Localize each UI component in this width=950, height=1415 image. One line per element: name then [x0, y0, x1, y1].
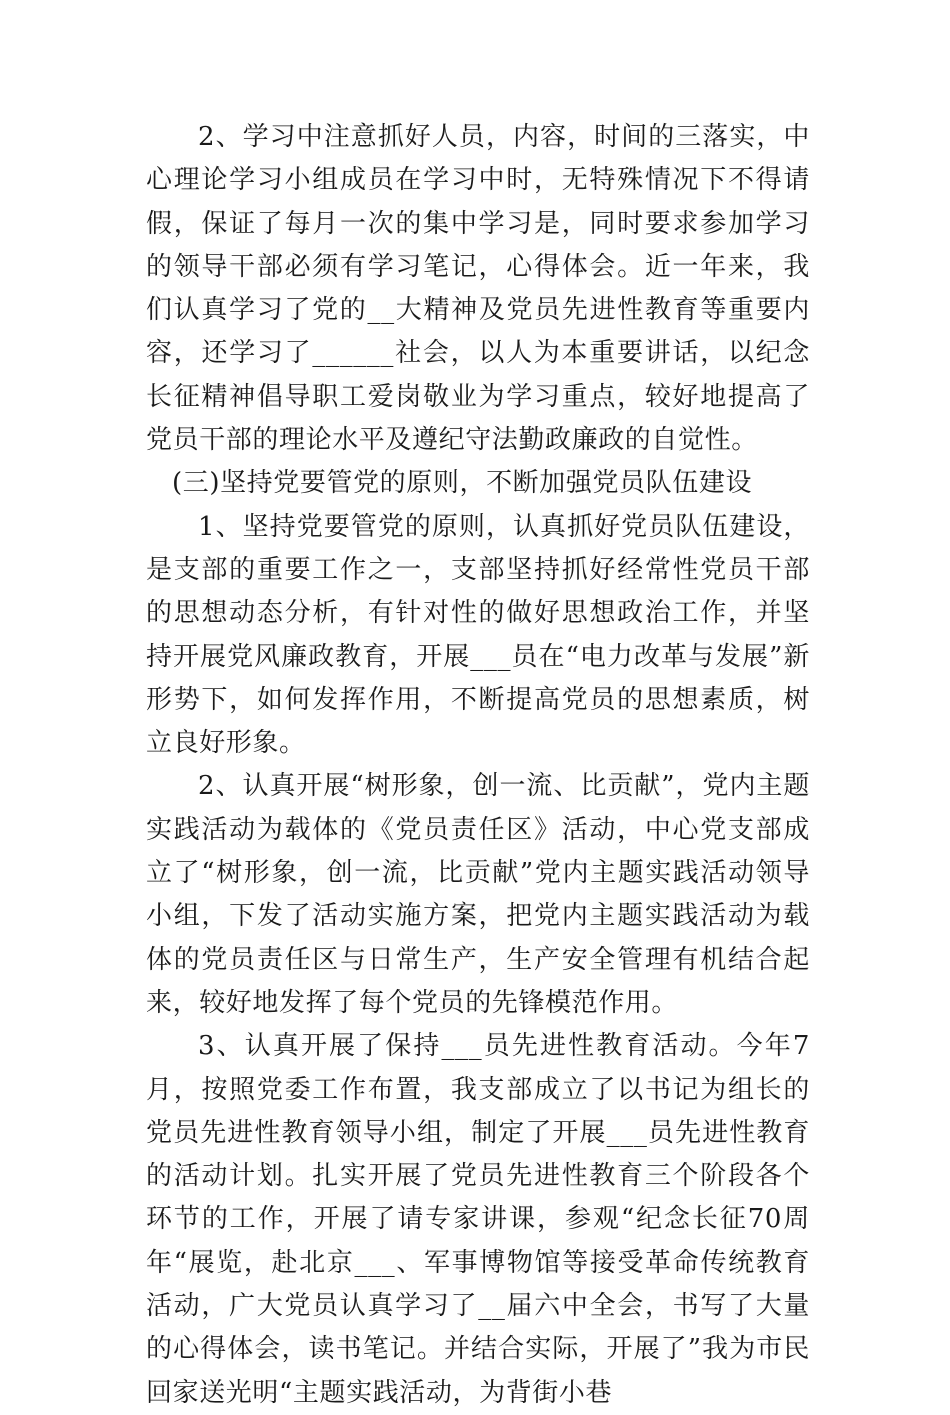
- paragraph-study-arrangements: 2、学习中注意抓好人员，内容，时间的三落实，中心理论学习小组成员在学习中时，无特殊情况下不得请假，保证了每月一次的集中学习是，同时要求参加学习的领导干部必须有学习笔记，心得体会。近一年来，我们认真学习了党的__大精神及党员先进性教育等重要内容，还学习了______社会，以人为本重要讲话，以纪念长征精神倡导职工爱岗敬业为学习重点，较好地提高了党员干部的理论水平及遵纪守法勤政廉政的自觉性。: [146, 122, 810, 456]
- paragraph-party-team-building: 1、坚持党要管党的原则，认真抓好党员队伍建设，是支部的重要工作之一，支部坚持抓好经常性党员干部的思想动态分析，有针对性的做好思想政治工作，并坚持开展党风廉政教育，开展___员在“电力改革与发展”新形势下，如何发挥作用，不断提高党员的思想素质，树立良好形象。: [146, 511, 810, 759]
- paragraph-advanced-education: 3、认真开展了保持___员先进性教育活动。今年7月，按照党委工作布置，我支部成立了以书记为组长的党员先进性教育领导小组，制定了开展___员先进性教育的活动计划。扎实开展了党员先进性教育三个阶段各个环节的工作，开展了请专家讲课，参观“纪念长征70周年“展览，赴北京___、军事博物馆等接受革命传统教育活动，广大党员认真学习了__届六中全会，书写了大量的心得体会，读书笔记。并结合实际，开展了”我为市民回家送光明“主题实践活动，为背街小巷: [146, 1031, 810, 1408]
- section-heading-party-building: (三)坚持党要管党的原则，不断加强党员队伍建设: [172, 468, 753, 499]
- document-body: [146, 116, 810, 1415]
- paragraph-responsibility-zone: 2、认真开展“树形象，创一流、比贡献”，党内主题实践活动为载体的《党员责任区》活动，中心党支部成立了“树形象，创一流，比贡献”党内主题实践活动领导小组，下发了活动实施方案，把党内主题实践活动为载体的党员责任区与日常生产，生产安全管理有机结合起来，较好地发挥了每个党员的先锋模范作用。: [146, 771, 810, 1018]
